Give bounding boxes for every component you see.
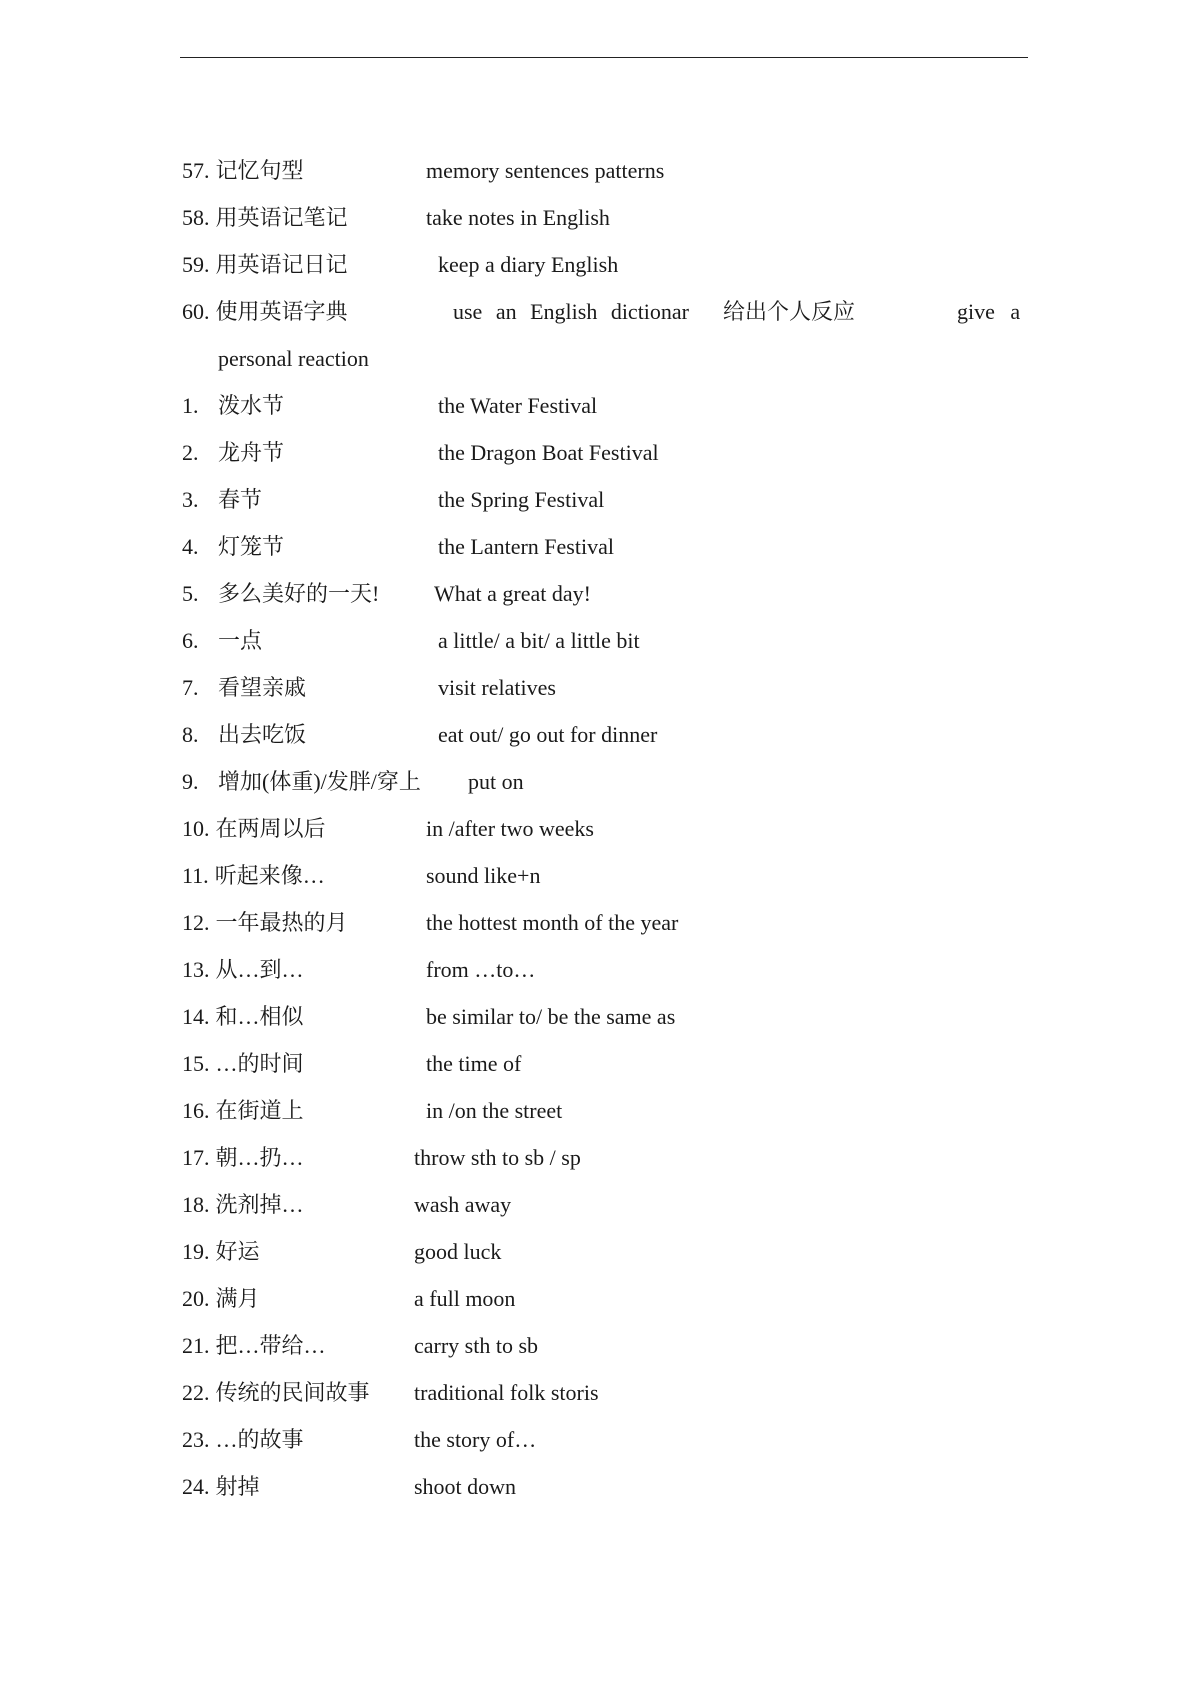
item-chinese: 从…到… xyxy=(215,957,304,982)
item-chinese: 听起来像… xyxy=(214,863,325,888)
item-number: 6. xyxy=(182,628,199,653)
item-number: 58. xyxy=(182,205,210,230)
item-english: wash away xyxy=(414,1192,512,1217)
header-rule xyxy=(180,57,1028,58)
item-chinese: …的时间 xyxy=(215,1051,304,1076)
item-chinese: 把…带给… xyxy=(215,1333,326,1358)
item-chinese: 一年最热的月 xyxy=(215,910,348,935)
item-number: 2. xyxy=(182,440,199,465)
list-item xyxy=(182,715,882,755)
item-number: 1. xyxy=(182,393,199,418)
list-item xyxy=(182,997,882,1037)
list-item xyxy=(182,762,882,802)
item-english: from …to… xyxy=(426,957,536,982)
item-chinese: 洗剂掉… xyxy=(215,1192,304,1217)
list-item xyxy=(182,856,882,896)
item-number: 11. xyxy=(182,863,209,888)
item-number: 59. xyxy=(182,252,210,277)
item-english-second-continued: personal reaction xyxy=(218,346,369,371)
item-english: put on xyxy=(468,769,524,794)
item-chinese: 用英语记日记 xyxy=(215,252,348,277)
item-english: visit relatives xyxy=(438,675,556,700)
item-number: 20. xyxy=(182,1286,210,1311)
item-number: 22. xyxy=(182,1380,210,1405)
item-chinese: 和…相似 xyxy=(215,1004,304,1029)
list-item xyxy=(182,527,882,567)
list-item xyxy=(182,433,882,473)
item-chinese: 出去吃饭 xyxy=(218,722,307,747)
list-item xyxy=(182,668,882,708)
item-english: memory sentences patterns xyxy=(426,158,665,183)
item-english: throw sth to sb / sp xyxy=(414,1145,581,1170)
item-number: 14. xyxy=(182,1004,210,1029)
list-item xyxy=(182,950,882,990)
list-item xyxy=(182,151,882,191)
item-number: 60. xyxy=(182,299,210,324)
item-chinese: 朝…扔… xyxy=(215,1145,304,1170)
item-chinese: 用英语记笔记 xyxy=(215,205,348,230)
item-english: the Dragon Boat Festival xyxy=(438,440,659,465)
item-chinese: 传统的民间故事 xyxy=(215,1380,370,1405)
item-english: traditional folk storis xyxy=(414,1380,599,1405)
item-number: 3. xyxy=(182,487,199,512)
list-item xyxy=(182,1279,882,1319)
item-english: a full moon xyxy=(414,1286,516,1311)
item-english: the story of… xyxy=(414,1427,537,1452)
item-english: What a great day! xyxy=(434,581,591,606)
list-item xyxy=(182,292,1028,332)
item-number: 10. xyxy=(182,816,210,841)
list-item xyxy=(182,1232,882,1272)
item-number: 24. xyxy=(182,1474,210,1499)
item-english-second: give a xyxy=(957,299,1021,324)
item-english: be similar to/ be the same as xyxy=(426,1004,676,1029)
item-english: the hottest month of the year xyxy=(426,910,679,935)
item-chinese: 多么美好的一天! xyxy=(218,581,380,606)
item-chinese: 在两周以后 xyxy=(215,816,326,841)
item-english: keep a diary English xyxy=(438,252,619,277)
item-chinese: 灯笼节 xyxy=(218,534,285,559)
item-chinese: 一点 xyxy=(218,628,263,653)
list-item xyxy=(182,1420,882,1460)
list-item xyxy=(182,903,882,943)
item-chinese: …的故事 xyxy=(215,1427,304,1452)
list-item xyxy=(182,621,882,661)
item-chinese-second: 给出个人反应 xyxy=(723,299,856,324)
list-item xyxy=(182,1091,882,1131)
item-chinese: 记忆句型 xyxy=(215,158,304,183)
item-english: in /on the street xyxy=(426,1098,563,1123)
list-item xyxy=(182,480,882,520)
item-english: the Lantern Festival xyxy=(438,534,614,559)
item-number: 16. xyxy=(182,1098,210,1123)
item-chinese: 春节 xyxy=(218,487,263,512)
item-english: good luck xyxy=(414,1239,502,1264)
item-english: in /after two weeks xyxy=(426,816,594,841)
list-item xyxy=(182,1044,882,1084)
item-english: the Water Festival xyxy=(438,393,598,418)
item-english: sound like+n xyxy=(426,863,541,888)
item-chinese: 泼水节 xyxy=(218,393,285,418)
list-item xyxy=(182,386,882,426)
list-item xyxy=(182,1373,882,1413)
item-english: shoot down xyxy=(414,1474,517,1499)
item-english: the Spring Festival xyxy=(438,487,605,512)
item-chinese: 在街道上 xyxy=(215,1098,304,1123)
item-number: 13. xyxy=(182,957,210,982)
item-number: 21. xyxy=(182,1333,210,1358)
item-english: the time of xyxy=(426,1051,522,1076)
item-number: 17. xyxy=(182,1145,210,1170)
item-chinese: 好运 xyxy=(215,1239,260,1264)
list-item xyxy=(182,1326,882,1366)
item-number: 8. xyxy=(182,722,199,747)
item-chinese: 使用英语字典 xyxy=(215,299,348,324)
item-number: 4. xyxy=(182,534,199,559)
item-number: 15. xyxy=(182,1051,210,1076)
item-number: 12. xyxy=(182,910,210,935)
item-english: take notes in English xyxy=(426,205,610,230)
item-number: 5. xyxy=(182,581,199,606)
item-chinese: 射掉 xyxy=(215,1474,260,1499)
item-english: carry sth to sb xyxy=(414,1333,539,1358)
item-chinese: 看望亲戚 xyxy=(218,675,307,700)
item-number: 23. xyxy=(182,1427,210,1452)
list-item xyxy=(182,574,882,614)
item-number: 9. xyxy=(182,769,199,794)
list-item xyxy=(182,1138,882,1178)
item-number: 57. xyxy=(182,158,210,183)
item-number: 19. xyxy=(182,1239,210,1264)
item-chinese: 龙舟节 xyxy=(218,440,285,465)
list-item xyxy=(182,198,882,238)
item-english: eat out/ go out for dinner xyxy=(438,722,658,747)
list-item xyxy=(182,1467,882,1507)
item-chinese: 满月 xyxy=(215,1286,260,1311)
list-item xyxy=(182,809,882,849)
item-number: 7. xyxy=(182,675,199,700)
item-english: a little/ a bit/ a little bit xyxy=(438,628,640,653)
item-english: use an English dictionar xyxy=(453,299,690,324)
item-number: 18. xyxy=(182,1192,210,1217)
list-item xyxy=(182,1185,882,1225)
item-chinese: 增加(体重)/发胖/穿上 xyxy=(218,769,421,794)
list-item xyxy=(182,245,882,285)
